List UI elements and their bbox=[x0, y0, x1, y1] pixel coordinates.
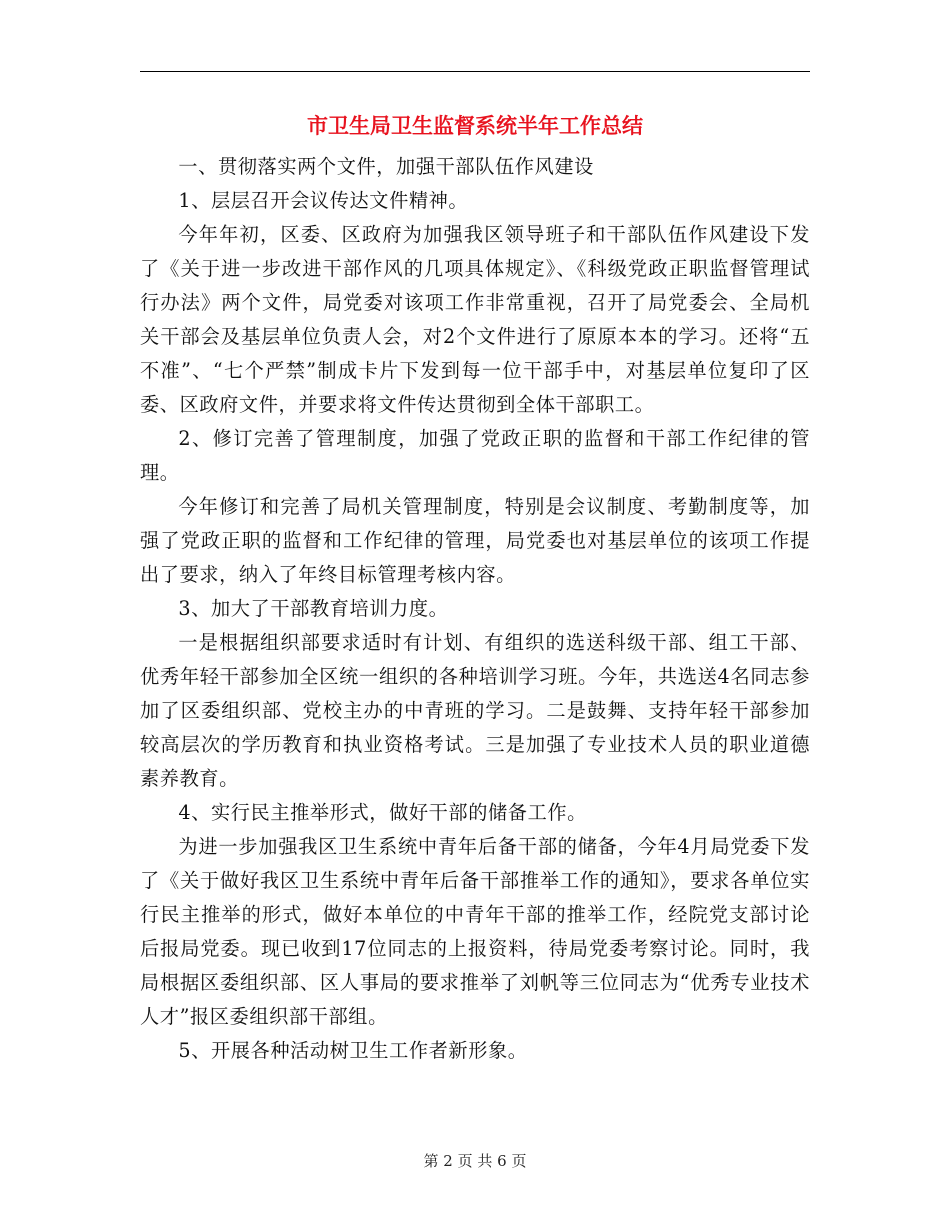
paragraph: 3、加大了干部教育培训力度。 bbox=[178, 597, 449, 620]
paragraph: 一是根据组织部要求适时有计划、有组织的选送科级干部、组工干部、优秀年轻干部参加全区统一组织的各种培训学习班。今年，共选送4名同志参加了区委组织部、党校主办的中青班的学习。二是鼓舞、支持年轻干部参加较高层次的学历教育和执业资格考试。三是加强了专业技术人员的职业道德素养教育。 bbox=[140, 631, 810, 790]
page-number: 第 2 页 共 6 页 bbox=[423, 1152, 527, 1170]
paragraph: 今年修订和完善了局机关管理制度，特别是会议制度、考勤制度等，加强了党政正职的监督和工作纪律的管理，局党委也对基层单位的该项工作提出了要求，纳入了年终目标管理考核内容。 bbox=[140, 495, 810, 586]
page-footer bbox=[0, 1150, 950, 1171]
paragraph: 为进一步加强我区卫生系统中青年后备干部的储备，今年4月局党委下发了《关于做好我区卫生系统中青年后备干部推举工作的通知》，要求各单位实行民主推举的形式，做好本单位的中青年干部的推举工作，经院党支部讨论后报局党委。现已收到17位同志的上报资料，待局党委考察讨论。同时，我局根据区委组织部、区人事局的要求推举了刘帆等三位同志为“优秀专业技术人才”报区委组织部干部组。 bbox=[140, 835, 810, 1028]
paragraph: 5、开展各种活动树卫生工作者新形象。 bbox=[178, 1039, 528, 1062]
paragraph: 2、修订完善了管理制度，加强了党政正职的监督和干部工作纪律的管理。 bbox=[140, 427, 810, 484]
paragraph: 4、实行民主推举形式，做好干部的储备工作。 bbox=[178, 801, 587, 824]
page-title: 市卫生局卫生监督系统半年工作总结 bbox=[307, 113, 643, 138]
paragraph: 1、层层召开会议传达文件精神。 bbox=[178, 189, 469, 212]
paragraph: 一、贯彻落实两个文件，加强干部队伍作风建设 bbox=[178, 155, 594, 178]
header-rule bbox=[140, 71, 810, 72]
paragraph: 今年年初，区委、区政府为加强我区领导班子和干部队伍作风建设下发了《关于进一步改进干部作风的几项具体规定》、《科级党政正职监督管理试行办法》两个文件，局党委对该项工作非常重视，召开了局党委会、全局机关干部会及基层单位负责人会，对2个文件进行了原原本本的学习。还将“五不准”、“七个严禁”制成卡片下发到每一位干部手中，对基层单位复印了区委、区政府文件，并要求将文件传达贯彻到全体干部职工。 bbox=[140, 223, 810, 416]
document-body bbox=[140, 150, 810, 1068]
